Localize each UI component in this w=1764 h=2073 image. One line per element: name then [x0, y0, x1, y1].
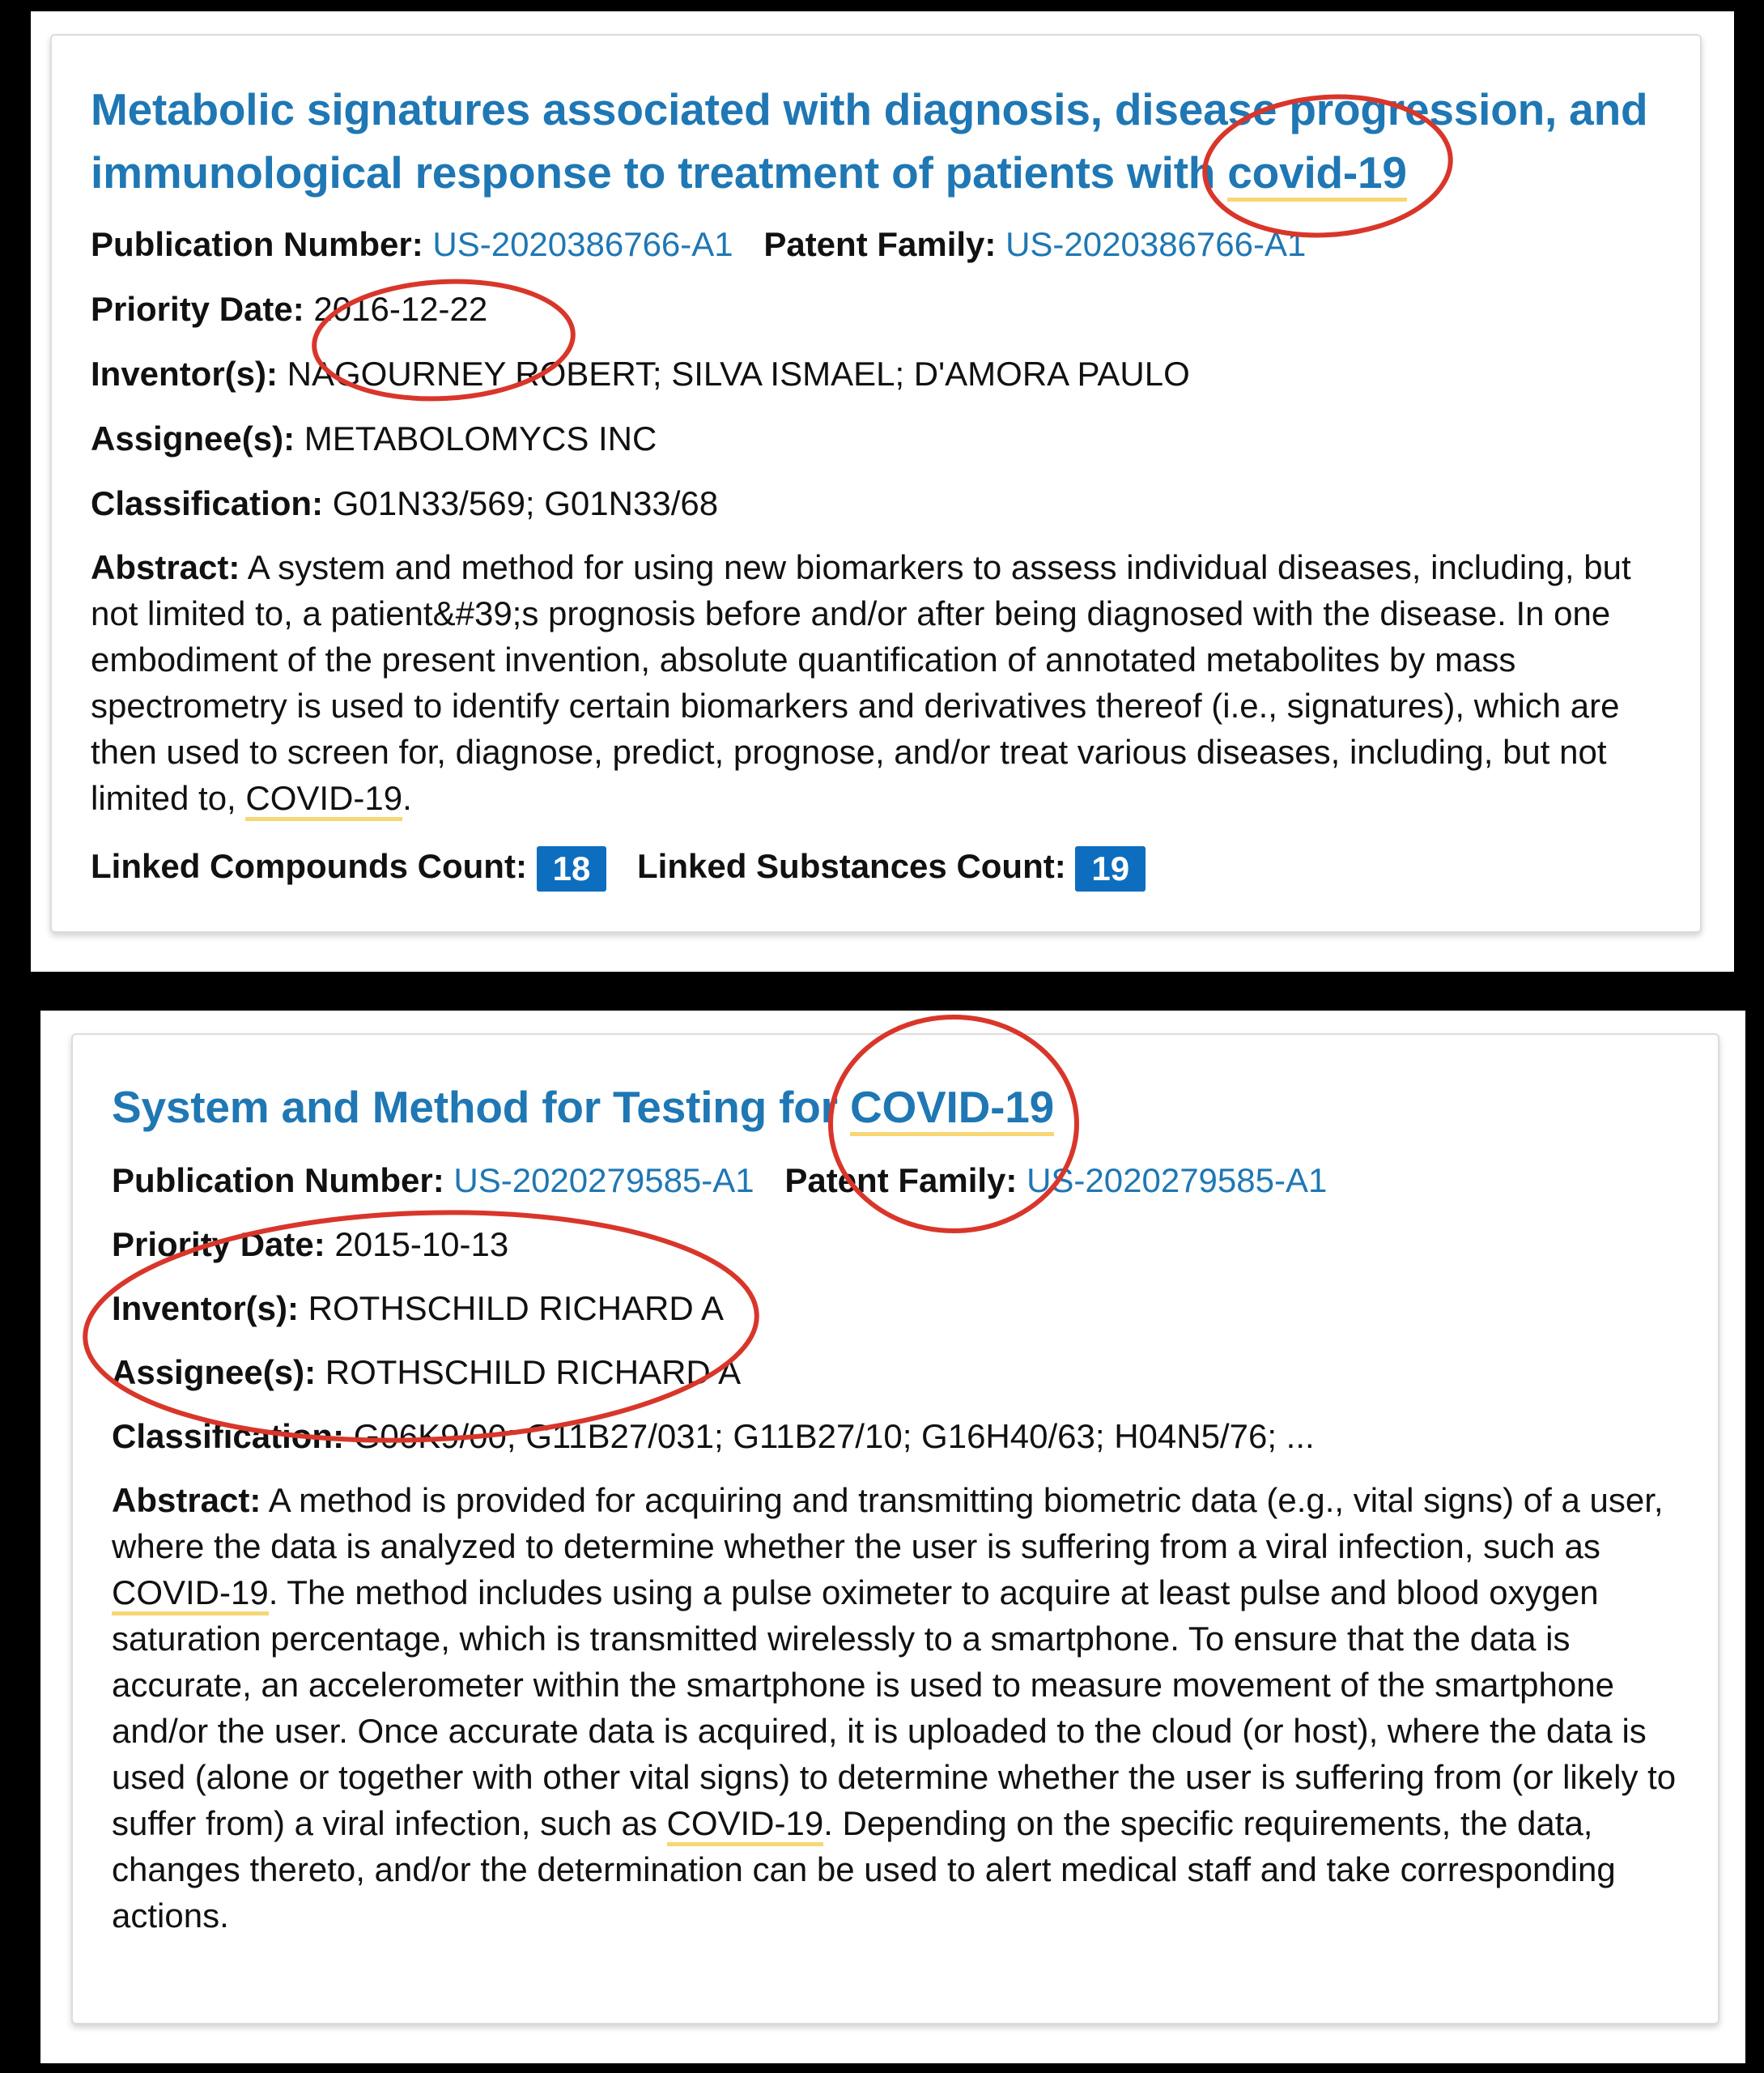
- abstract-text: A method is provided for acquiring and transmitting biometric data (e.g., vital signs) of a user, where the data is analyzed to determine whether the user is suffering from a viral infection, such as: [112, 1481, 1664, 1565]
- priority-date-label: Priority Date:: [91, 290, 304, 328]
- abstract-search-highlight: COVID-19: [112, 1573, 269, 1615]
- priority-date-label: Priority Date:: [112, 1225, 325, 1263]
- title-text[interactable]: System and Method for Testing for: [112, 1082, 850, 1132]
- publication-number-label: Publication Number:: [112, 1161, 444, 1199]
- publication-row: [91, 225, 1668, 264]
- patent-family-label: Patent Family:: [763, 225, 997, 263]
- linked-substances-badge[interactable]: 19: [1075, 846, 1146, 892]
- screenshot-panel-2: [40, 1011, 1745, 2063]
- inventors-row: [91, 355, 1668, 394]
- assignees-value: METABOLOMYCS INC: [304, 419, 657, 458]
- inventors-label: Inventor(s):: [91, 355, 278, 393]
- patent-family-link[interactable]: US-2020386766-A1: [1005, 225, 1307, 263]
- classification-row: [91, 484, 1668, 523]
- linked-counts-row: [91, 842, 1668, 892]
- abstract-text: A system and method for using new biomarkers to assess individual diseases, including, but not limited to, a patient&#39;s prognosis before and/or after being diagnosed with the disease. In one embodiment of the present invention, absolute quantification of annotated metabolites by mass spectrometry is used to identify certain biomarkers and derivatives thereof (i.e., signatures), which are then used to screen for, diagnose, predict, prognose, and/or treat various diseases, including, but not limited to,: [91, 548, 1631, 817]
- assignees-row: [112, 1353, 1685, 1392]
- patent-result-card: [71, 1033, 1719, 2024]
- screenshot-panel-1: [31, 11, 1734, 972]
- inventors-row: [112, 1289, 1685, 1328]
- classification-row: [112, 1417, 1685, 1456]
- assignees-row: [91, 419, 1668, 458]
- abstract-search-highlight: COVID-19: [667, 1804, 824, 1846]
- priority-date-value: 2016-12-22: [313, 290, 488, 328]
- priority-date-value: 2015-10-13: [334, 1225, 509, 1263]
- abstract-text: . The method includes using a pulse oximeter to acquire at least pulse and blood oxygen saturation percentage, which is transmitted wirelessly to a smartphone. To ensure that the data is accurate, an accelerometer within the smartphone is used to measure movement of the smartphone and/or the user. Once accurate data is acquired, it is uploaded to the cloud (or host), where the data is used (alone or together with other vital signs) to determine whether the user is suffering from (or likely to suffer from) a viral infection, such as: [112, 1573, 1677, 1842]
- patent-title-link[interactable]: [112, 1075, 1685, 1139]
- priority-date-row: [112, 1225, 1685, 1264]
- assignees-label: Assignee(s):: [91, 419, 295, 458]
- card-content: [112, 1075, 1685, 1939]
- classification-label: Classification:: [112, 1417, 345, 1455]
- inventors-label: Inventor(s):: [112, 1289, 299, 1327]
- patent-family-label: Patent Family:: [784, 1161, 1018, 1199]
- abstract-search-highlight: COVID-19: [245, 779, 402, 821]
- linked-compounds-label: Linked Compounds Count:: [91, 847, 527, 885]
- title-text[interactable]: Metabolic signatures associated with diagnosis, disease progression, and immunological response to treatment of patients with: [91, 84, 1648, 198]
- abstract-label: Abstract:: [91, 548, 240, 586]
- linked-substances-label: Linked Substances Count:: [637, 847, 1066, 885]
- publication-number-link[interactable]: US-2020279585-A1: [453, 1161, 754, 1199]
- title-search-highlight[interactable]: covid-19: [1227, 147, 1407, 202]
- assignees-label: Assignee(s):: [112, 1353, 317, 1391]
- publication-number-link[interactable]: US-2020386766-A1: [432, 225, 733, 263]
- linked-compounds-badge[interactable]: 18: [537, 846, 607, 892]
- inventors-value: NAGOURNEY ROBERT; SILVA ISMAEL; D'AMORA PAULO: [287, 355, 1190, 393]
- abstract-paragraph: [91, 544, 1668, 821]
- classification-value: G06K9/00; G11B27/031; G11B27/10; G16H40/63; H04N5/76; ...: [353, 1417, 1315, 1455]
- assignees-value: ROTHSCHILD RICHARD A: [325, 1353, 742, 1391]
- priority-date-row: [91, 290, 1668, 329]
- patent-result-card: [50, 34, 1702, 933]
- title-search-highlight[interactable]: COVID-19: [850, 1082, 1054, 1136]
- classification-label: Classification:: [91, 484, 324, 522]
- abstract-text: .: [402, 779, 412, 817]
- inventors-value: ROTHSCHILD RICHARD A: [308, 1289, 725, 1327]
- abstract-paragraph: [112, 1477, 1685, 1939]
- abstract-label: Abstract:: [112, 1481, 261, 1519]
- card-content: [91, 78, 1668, 892]
- patent-family-link[interactable]: US-2020279585-A1: [1027, 1161, 1328, 1199]
- abstract-text: . Depending on the specific requirements, the data, changes thereto, and/or the determination can be used to alert medical staff and take corresponding actions.: [112, 1804, 1616, 1935]
- publication-row: [112, 1161, 1685, 1200]
- patent-title-link[interactable]: [91, 78, 1668, 204]
- publication-number-label: Publication Number:: [91, 225, 423, 263]
- classification-value: G01N33/569; G01N33/68: [332, 484, 719, 522]
